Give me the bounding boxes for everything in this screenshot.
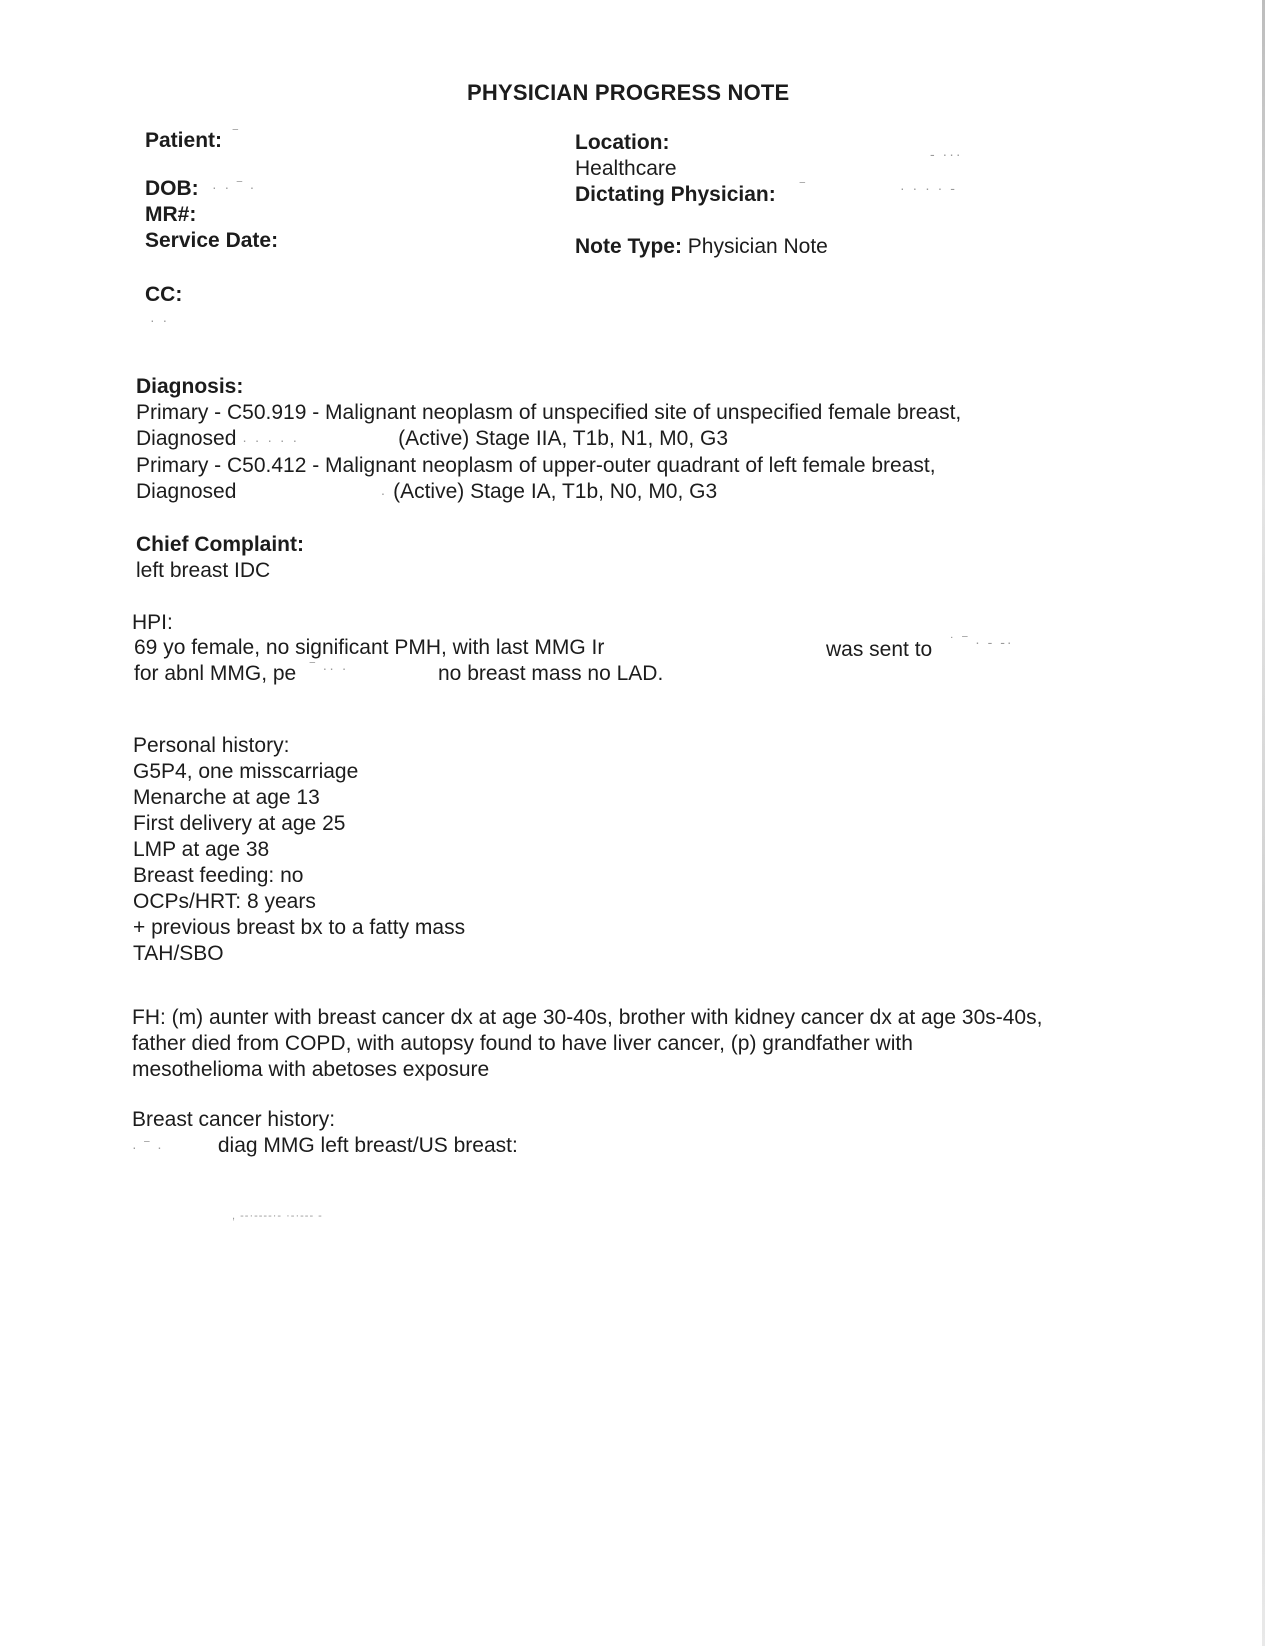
- breast-cancer-history-text: diag MMG left breast/US breast:: [217, 1134, 518, 1157]
- personal-history-item: Menarche at age 13: [133, 786, 320, 809]
- family-history-line-2: father died from COPD, with autopsy found to have liver cancer, (p) grandfather with: [132, 1032, 913, 1055]
- note-type-value: Physician Note: [687, 235, 828, 258]
- dob-redaction: · · ‾ ·: [212, 179, 257, 195]
- location-label: Location:: [575, 131, 670, 154]
- diagnosis-diagnosed-label-1: Diagnosed: [136, 427, 237, 450]
- diagnosis-status-2: (Active) Stage IA, T1b, N0, M0, G3: [393, 480, 718, 503]
- diagnosis-date-redaction-2: ·: [380, 485, 388, 501]
- cc-redaction: · ·: [150, 312, 170, 328]
- personal-history-item: LMP at age 38: [133, 838, 270, 861]
- scan-edge: [1262, 0, 1265, 1646]
- chief-complaint-text: left breast IDC: [136, 559, 271, 582]
- diagnosis-heading: Diagnosis:: [136, 375, 244, 398]
- location-value: Healthcare: [575, 157, 677, 180]
- diagnosis-diagnosed-label-2: Diagnosed: [136, 480, 237, 503]
- hpi-line-2a: for abnl MMG, pe: [134, 662, 297, 685]
- breast-cancer-history-heading: Breast cancer history:: [132, 1108, 336, 1131]
- diagnosis-line-4: [136, 479, 961, 506]
- hpi-heading: HPI:: [132, 611, 173, 634]
- note-type-row: [575, 235, 828, 259]
- family-history-line-3: mesothelioma with abetoses exposure: [132, 1058, 490, 1081]
- dob-label: DOB:: [145, 177, 199, 200]
- personal-history-item: OCPs/HRT: 8 years: [133, 890, 316, 913]
- chief-complaint-section: [136, 532, 304, 584]
- diagnosis-section: [136, 374, 961, 506]
- personal-history-heading: Personal history:: [133, 734, 290, 757]
- personal-history-item: Breast feeding: no: [133, 864, 304, 887]
- diagnosis-line-2: [136, 426, 961, 453]
- personal-history-item: First delivery at age 25: [133, 812, 346, 835]
- diagnosis-line-1: Primary - C50.919 - Malignant neoplasm of unspecified site of unspecified female breast,: [136, 401, 962, 424]
- diagnosis-date-redaction-1: · · · · ·: [242, 432, 300, 448]
- dictating-physician-label: Dictating Physician:: [575, 183, 776, 206]
- cc-label: CC:: [145, 283, 183, 306]
- location-redaction: ‐ ···: [930, 146, 963, 162]
- service-date-label: Service Date:: [145, 229, 279, 252]
- physician-redaction: ‾: [800, 180, 807, 196]
- patient-label: Patient:: [145, 129, 223, 152]
- family-history-section: [132, 1005, 1042, 1083]
- document-title: PHYSICIAN PROGRESS NOTE: [467, 80, 790, 105]
- mr-label: MR#:: [145, 203, 197, 226]
- family-history-line-1: FH: (m) aunter with breast cancer dx at age 30-40s, brother with kidney cancer dx at age 30s-40s,: [132, 1006, 1043, 1029]
- diagnosis-status-1: (Active) Stage IIA, T1b, N1, M0, G3: [398, 427, 729, 450]
- breast-cancer-history-line: [132, 1133, 518, 1160]
- hpi-line-2b: no breast mass no LAD.: [438, 662, 664, 685]
- hpi-redaction-2: ‾ ·· ·: [310, 660, 349, 676]
- note-type-label: Note Type:: [575, 235, 682, 258]
- chief-complaint-heading: Chief Complaint:: [136, 533, 304, 556]
- breast-cancer-history-section: [132, 1107, 518, 1160]
- hpi-line-1b: was sent to: [826, 638, 933, 661]
- hpi-redaction-1: ˙ ‾ · ‐ ‐·: [950, 634, 1014, 650]
- personal-history-section: [133, 733, 465, 967]
- diagnosis-line-3: Primary - C50.412 - Malignant neoplasm of upper-outer quadrant of left female breast,: [136, 454, 936, 477]
- breast-cancer-history-redaction: · ‾ ·: [132, 1139, 164, 1155]
- scan-artifact-line: , ‐‐·‐‐‐‐·‐ ·‐·‐‐‐ ‐: [232, 1210, 323, 1222]
- physician-redaction-2: · · · · ‐: [900, 180, 957, 196]
- personal-history-item: G5P4, one misscarriage: [133, 760, 359, 783]
- hpi-line-1a: 69 yo female, no significant PMH, with last MMG Ir: [134, 636, 605, 659]
- patient-redaction: ‾: [233, 127, 240, 143]
- personal-history-item: + previous breast bx to a fatty mass: [133, 916, 466, 939]
- personal-history-item: TAH/SBO: [133, 942, 224, 965]
